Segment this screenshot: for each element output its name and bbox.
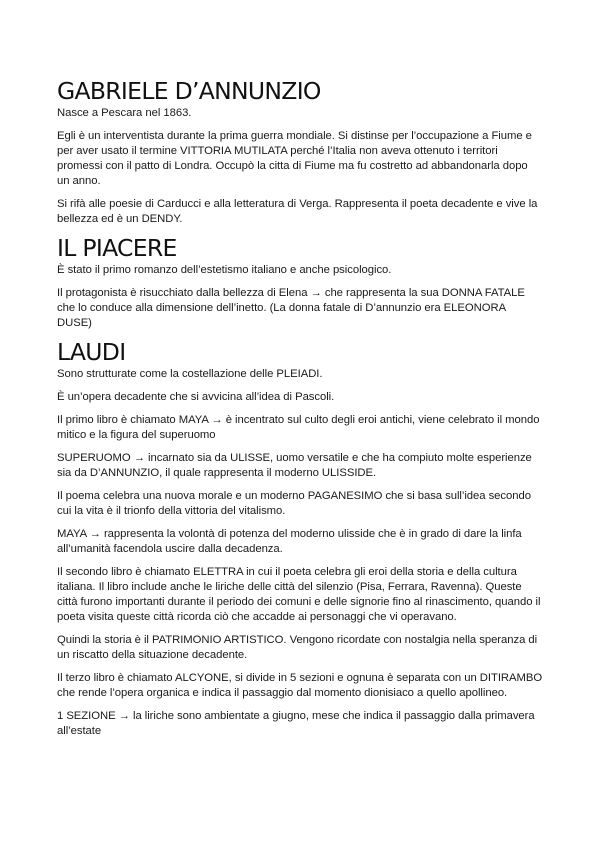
paragraph: MAYA → rappresenta la volontà di potenza del moderno ulisside che è in grado di dare la linfa all’umanità facendola uscire dalla decadenza. [57,528,522,555]
paragraph: Sono strutturate come la costellazione delle PLEIADI. [57,368,323,380]
paragraph: 1 SEZIONE → la liriche sono ambientate a giugno, mese che indica il passaggio dalla primavera all’estate [57,710,535,737]
paragraph: Il protagonista è risucchiato dalla bellezza di Elena → che rappresenta la sua DONNA FATALE che lo conduce alla dimensione dell’inetto. (La donna fatale di D’annunzio era ELEONORA DUSE) [57,287,525,329]
section-laudi [57,339,543,739]
paragraph: Quindi la storia è il PATRIMONIO ARTISTICO. Vengono ricordate con nostalgia nella speranza di un riscatto della situazione decadente. [57,634,538,661]
paragraph: È un’opera decadente che si avvicina all’idea di Pascoli. [57,391,335,403]
section-heading: GABRIELE D’ANNUNZIO [57,77,321,105]
document-page [57,74,543,747]
section-heading: IL PIACERE [57,234,177,262]
paragraph: SUPERUOMO → incarnato sia da ULISSE, uomo versatile e che ha compiuto molte esperienze sia da D’ANNUNZIO, il quale rappresenta il moderno ULISSIDE. [57,452,532,479]
paragraph: Il poema celebra una nuova morale e un moderno PAGANESIMO che si basa sull’idea secondo cui la vita è il trionfo della vittoria del vitalismo. [57,490,531,517]
paragraph: Il terzo libro è chiamato ALCYONE, si divide in 5 sezioni e ognuna è separata con un DITIRAMBO che rende l’opera organica e indica il passaggio dal momento dionisiaco a quello apollineo. [57,672,543,699]
paragraph: Egli è un interventista durante la prima guerra mondiale. Si distinse per l’occupazione a Fiume e per aver usato il termine VITTORIA MUTILATA perché l’Italia non aveva ottenuto i territori promessi con il patto di Londra. Occupò la citta di Fiume ma fu costretto ad abbandonarla dopo un anno. [57,130,532,187]
paragraph: È stato il primo romanzo dell’estetismo italiano e anche psicologico. [57,264,392,276]
paragraph: Nasce a Pescara nel 1863. [57,107,192,119]
paragraph: Il secondo libro è chiamato ELETTRA in cui il poeta celebra gli eroi della storia e della cultura italiana. Il libro include anche le liriche delle città del silenzio (Pisa, Ferrara, Ravenna). Queste città furono importanti durante il periodo dei comuni e delle signorie fino al rinascimento, quando il poeta visita queste città ricorda ciò che accadde ai personaggi che vi operavano. [57,566,541,623]
section-il-piacere [57,235,543,331]
paragraph: Si rifà alle poesie di Carducci e alla letteratura di Verga. Rappresenta il poeta decadente e vive la bellezza ed è un DENDY. [57,198,538,225]
section-heading: LAUDI [57,338,126,366]
section-biography [57,78,543,227]
paragraph: Il primo libro è chiamato MAYA → è incentrato sul culto degli eroi antichi, viene celebrato il mondo mitico e la figura del superuomo [57,414,540,441]
